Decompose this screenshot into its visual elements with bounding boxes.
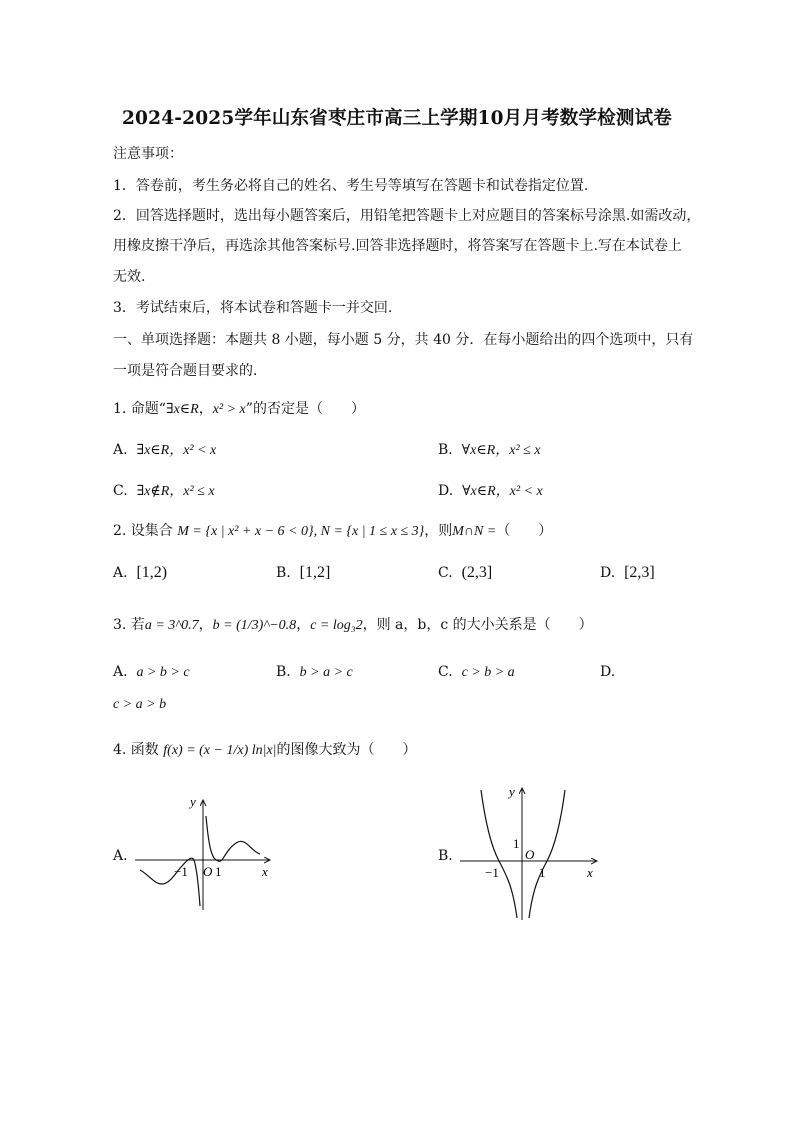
q3-c: c = log₃2 xyxy=(310,618,363,633)
q1-option-a[interactable]: A. ∃x∈R，x² < x xyxy=(113,442,217,458)
q4-graph-b[interactable] xyxy=(455,780,605,925)
q2-mid: ，则 xyxy=(424,523,453,539)
function-curve xyxy=(481,790,517,918)
q1-option-b[interactable]: B. ∀x∈R，x² ≤ x xyxy=(438,442,541,458)
q1-expr-ineq: x² > x xyxy=(212,402,246,417)
x-axis-label: x xyxy=(262,864,268,879)
q2-option-b[interactable]: B. [1,2] xyxy=(276,564,331,581)
q3-b: b = (1/3)^−0.8 xyxy=(212,618,297,633)
notice-item-2-line-3: 无效. xyxy=(113,269,146,285)
x-axis-label: x xyxy=(587,865,593,880)
q1-expr-exists: ∃x∈R xyxy=(165,402,199,417)
function-curve xyxy=(206,816,260,861)
q4-option-b-label[interactable]: B. xyxy=(438,848,453,864)
origin-label: O xyxy=(203,864,213,879)
notice-item-2-line-1: 2．回答选择题时，选出每小题答案后，用铅笔把答题卡上对应题目的答案标号涂黑.如需改动， xyxy=(113,208,701,224)
q4-prefix: 4. 函数 xyxy=(113,742,159,758)
section-1-line-1: 一、单项选择题：本题共 8 小题，每小题 5 分，共 40 分．在每小题给出的四个选项中，只有 xyxy=(113,332,694,348)
q2-suffix: （ ） xyxy=(496,523,553,539)
notice-heading: 注意事项： xyxy=(113,146,183,162)
question-2 xyxy=(113,521,552,542)
function-curve xyxy=(529,790,565,918)
q2-option-a[interactable]: A. [1,2) xyxy=(113,564,168,581)
q1-option-d[interactable]: D. ∀x∈R，x² < x xyxy=(438,483,543,499)
q3-option-c[interactable]: C. c > b > a xyxy=(438,664,515,680)
tick-neg-1: −1 xyxy=(485,865,499,880)
question-4 xyxy=(113,740,417,761)
q2-option-c[interactable]: C. (2,3] xyxy=(438,564,493,581)
q3-suffix: ，则 a，b，c 的大小关系是（ ） xyxy=(362,617,593,633)
question-3: 3. 若a = 3^0.7，b = (1/3)^−0.8，c = log₃2，则 a，b，c 的大小关系是（ ） xyxy=(113,617,593,633)
tick-y-1: 1 xyxy=(513,836,520,851)
q3-prefix: 3. 若 xyxy=(113,617,145,633)
notice-item-3: 3．考试结束后，将本试卷和答题卡一并交回. xyxy=(113,300,393,316)
y-axis-label: y xyxy=(190,794,196,809)
tick-neg-1: −1 xyxy=(174,864,188,879)
q3-option-b[interactable]: B. b > a > c xyxy=(276,664,353,680)
q2-expr: M∩N = xyxy=(452,524,497,539)
q4-suffix: 的图像大致为（ ） xyxy=(276,742,417,758)
q4-option-a-label[interactable]: A. xyxy=(113,848,128,864)
q4-expr: f(x) = (x − 1/x) ln|x| xyxy=(163,743,277,758)
function-curve xyxy=(140,858,200,906)
notice-item-1: 1．答卷前，考生务必将自己的姓名、考生号等填写在答题卡和试卷指定位置. xyxy=(113,178,589,194)
q3-option-d-label[interactable]: D. xyxy=(600,664,616,680)
q3-a: a = 3^0.7 xyxy=(144,618,199,633)
tick-1: 1 xyxy=(215,864,222,879)
q2-prefix: 2. 设集合 xyxy=(113,523,173,539)
q4-graph-a[interactable] xyxy=(130,788,280,913)
q3-option-a[interactable]: A. a > b > c xyxy=(113,664,190,680)
section-1-line-2: 一项是符合题目要求的． xyxy=(113,363,267,379)
q1-comma: ， xyxy=(198,401,213,417)
notice-item-2-line-2: 用橡皮擦干净后，再选涂其他答案标号.回答非选择题时，将答案写在答题卡上.写在本试卷上 xyxy=(113,238,682,254)
origin-label: O xyxy=(525,847,535,862)
q1-option-c[interactable]: C. ∃x∉R，x² ≤ x xyxy=(113,483,215,499)
tick-1: 1 xyxy=(539,865,546,880)
q3-option-d-expr[interactable]: c > a > b xyxy=(113,697,167,712)
page-title: 2024-2025学年山东省枣庄市高三上学期10月月考数学检测试卷 xyxy=(121,108,672,129)
q2-option-d[interactable]: D. [2,3] xyxy=(600,564,655,581)
question-1 xyxy=(113,399,365,420)
q2-set-n: , N = {x | 1 ≤ x ≤ 3} xyxy=(313,524,425,539)
y-axis-label: y xyxy=(509,784,515,799)
q1-prefix: 1. 命题“ xyxy=(113,401,166,417)
q1-suffix: ”的否定是（ ） xyxy=(245,401,365,417)
q2-set-m: M = {x | x² + x − 6 < 0} xyxy=(177,524,314,539)
